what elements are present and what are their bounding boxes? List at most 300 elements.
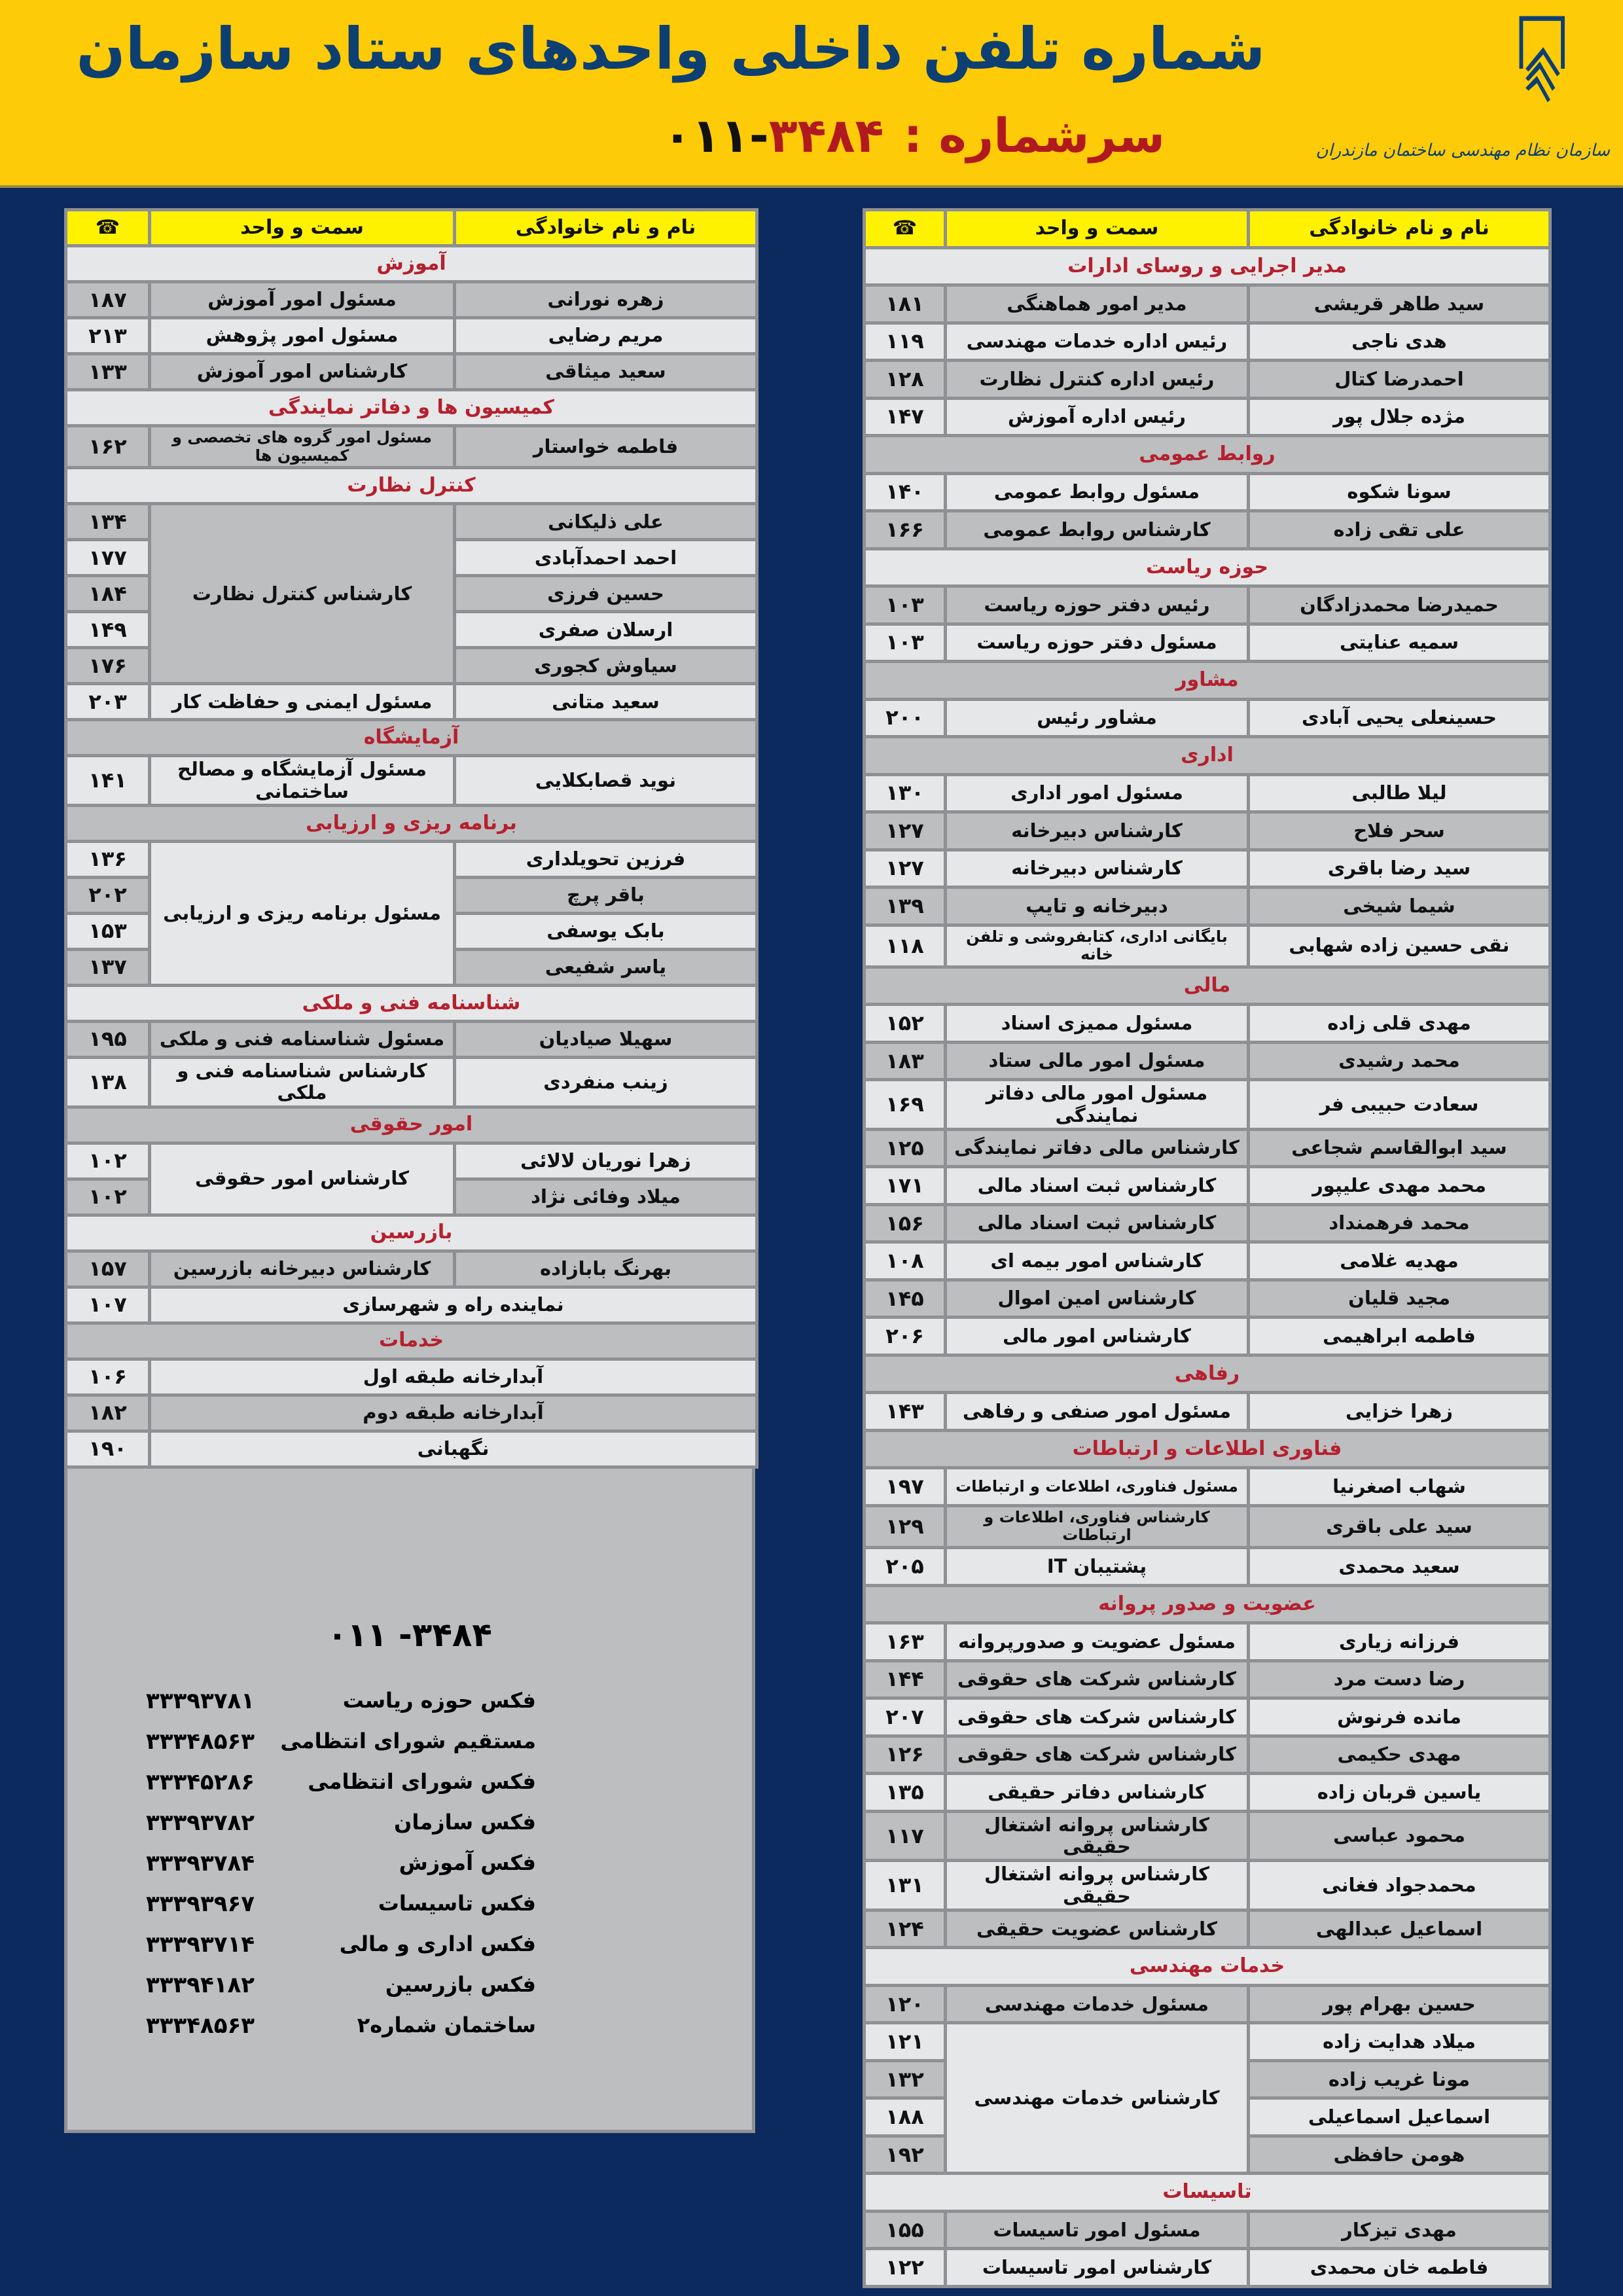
extension-number: ۱۲۴: [865, 1910, 946, 1948]
person-name: فرزانه زیاری: [1249, 1623, 1550, 1661]
section-row: [66, 390, 757, 426]
extension-number: ۱۴۷: [865, 398, 946, 436]
extension-number: ۱۳۸: [66, 1057, 150, 1107]
section-title: حوزه ریاست: [865, 548, 1550, 586]
section-title: شناسنامه فنی و ملکی: [66, 985, 757, 1021]
person-name: سعید محمدی: [1249, 1548, 1550, 1586]
person-name: سید ابوالقاسم شجاعی: [1249, 1129, 1550, 1167]
person-role: مسئول خدمات مهندسی: [946, 1985, 1249, 2023]
extension-number: ۱۲۲: [865, 2249, 946, 2287]
main-number-code: ۳۴۸۴: [768, 108, 884, 163]
table-row: [865, 850, 1550, 888]
table-row: [66, 426, 757, 468]
section-title: روابط عمومی: [865, 436, 1550, 474]
person-role: کارشناس دفاتر حقیقی: [946, 1774, 1249, 1812]
table-row: [865, 925, 1550, 967]
section-title: کمیسیون ها و دفاتر نمایندگی: [66, 390, 757, 426]
table-row: [865, 1660, 1550, 1698]
fax-row: [67, 2013, 752, 2052]
section-title: برنامه ریزی و ارزیابی: [66, 805, 757, 841]
table-row: [865, 1985, 1550, 2023]
extension-number: ۱۳۷: [66, 949, 150, 985]
fax-row: [67, 1972, 752, 2011]
person-name: زهره نورانی: [455, 282, 757, 318]
person-name: هومن حافظی: [1249, 2136, 1550, 2174]
table-row: [865, 1042, 1550, 1080]
table-row: [865, 1736, 1550, 1774]
section-title: مدیر اجرایی و روسای ادارات: [865, 247, 1550, 285]
person-role: کارشناس امین اموال: [946, 1280, 1249, 1318]
table-row: [865, 1811, 1550, 1861]
person-role: کارشناس عضویت حقیقی: [946, 1910, 1249, 1948]
fax-label: مستقیم شورای انتظامی: [280, 1728, 536, 1753]
person-role: مسئول امور صنفی و رفاهی: [946, 1393, 1249, 1431]
person-name: لیلا طالبی: [1249, 774, 1550, 812]
telephone-icon: ☎: [865, 210, 946, 248]
table-row: [865, 888, 1550, 925]
person-name: مجید قلیان: [1249, 1280, 1550, 1318]
fax-label: فکس تاسیسات: [378, 1890, 536, 1916]
section-row: [66, 1215, 757, 1251]
table-row: [865, 1774, 1550, 1812]
person-name: حسین فرزی: [455, 576, 757, 612]
person-name: علی تقی زاده: [1249, 511, 1550, 549]
person-name: باقر پرچ: [455, 877, 757, 913]
unit-label: آبدارخانه طبقه دوم: [150, 1395, 757, 1431]
main-number-label: سرشماره :: [903, 108, 1165, 163]
fax-number: ۳۳۳۴۸۵۶۳: [146, 1728, 255, 1755]
telephone-icon: ☎: [66, 210, 150, 246]
fax-number: ۳۳۳۴۵۲۸۶: [146, 1768, 255, 1795]
extension-number: ۱۷۷: [66, 540, 150, 576]
extension-number: ۱۸۷: [66, 282, 150, 318]
extension-number: ۱۲۷: [865, 812, 946, 850]
person-name: سهیلا صیادیان: [455, 1021, 757, 1057]
extension-number: ۱۸۲: [66, 1395, 150, 1431]
person-name: مژده جلال پور: [1249, 398, 1550, 436]
table-row: [865, 1080, 1550, 1130]
extension-number: ۲۰۰: [865, 699, 946, 737]
extension-number: ۱۵۳: [66, 913, 150, 949]
person-role: کارشناس امور تاسیسات: [946, 2249, 1249, 2287]
table-row: [66, 1057, 757, 1107]
table-row: [66, 504, 757, 540]
extension-number: ۱۴۴: [865, 1660, 946, 1698]
person-name: سید علی باقری: [1249, 1505, 1550, 1547]
person-role: مسئول امور مالی دفاتر نمایندگی: [946, 1080, 1249, 1130]
column-header-name: نام و نام خانوادگی: [1249, 210, 1550, 248]
table-row: [66, 841, 757, 877]
extension-number: ۱۲۶: [865, 1736, 946, 1774]
left-extension-table: [64, 208, 758, 1469]
section-row: [66, 720, 757, 756]
column-header-role: سمت و واحد: [150, 210, 455, 246]
extension-number: ۱۹۲: [865, 2136, 946, 2174]
person-name: سونا شکوه: [1249, 473, 1550, 511]
person-role: مسئول برنامه ریزی و ارزیابی: [150, 841, 455, 985]
table-row: [66, 1251, 757, 1287]
extension-number: ۱۶۲: [66, 426, 150, 468]
section-row: [66, 805, 757, 841]
extension-number: ۱۷۱: [865, 1167, 946, 1205]
extension-number: ۱۶۳: [865, 1623, 946, 1661]
extension-number: ۱۰۶: [66, 1359, 150, 1395]
person-name: سیاوش کجوری: [455, 648, 757, 684]
person-name: علی ذلیکانی: [455, 504, 757, 540]
person-name: یاسین قربان زاده: [1249, 1774, 1550, 1812]
table-row: [66, 1431, 757, 1467]
table-row: [865, 2249, 1550, 2287]
section-title: خدمات مهندسی: [865, 1948, 1550, 1986]
person-role: کارشناس ثبت اسناد مالی: [946, 1204, 1249, 1242]
person-name: حمیدرضا محمدزادگان: [1249, 586, 1550, 624]
table-row: [865, 586, 1550, 624]
table-row: [66, 1021, 757, 1057]
person-role: کارشناس شرکت های حقوقی: [946, 1660, 1249, 1698]
person-name: احمد احمدآبادی: [455, 540, 757, 576]
table-row: [865, 2023, 1550, 2061]
fax-label: فکس شورای انتظامی: [308, 1768, 536, 1794]
table-row: [865, 2211, 1550, 2249]
person-role: مسئول شناسنامه فنی و ملکی: [150, 1021, 455, 1057]
person-name: سمیه عنایتی: [1249, 624, 1550, 662]
person-role: کارشناس امور مالی: [946, 1318, 1249, 1355]
extension-number: ۱۵۷: [66, 1251, 150, 1287]
extension-number: ۲۰۷: [865, 1698, 946, 1736]
person-role: دبیرخانه و تایپ: [946, 888, 1249, 925]
person-name: احمدرضا کتال: [1249, 361, 1550, 399]
unit-label: آبدارخانه طبقه اول: [150, 1359, 757, 1395]
person-role: مسئول امور پژوهش: [150, 318, 455, 354]
table-row: [865, 1910, 1550, 1948]
table-header-row: [865, 210, 1550, 248]
extension-number: ۱۱۸: [865, 925, 946, 967]
extension-number: ۱۳۵: [865, 1774, 946, 1812]
person-role: مسئول امور آموزش: [150, 282, 455, 318]
extension-number: ۱۰۷: [66, 1287, 150, 1323]
table-row: [865, 1861, 1550, 1910]
section-row: [865, 436, 1550, 474]
section-title: فناوری اطلاعات و ارتباطات: [865, 1430, 1550, 1468]
extension-number: ۱۴۱: [66, 756, 150, 806]
fax-label: فکس بازرسین: [385, 1971, 536, 1997]
person-name: فاطمه ابراهیمی: [1249, 1318, 1550, 1355]
section-row: [865, 1430, 1550, 1468]
extension-number: ۱۰۸: [865, 1242, 946, 1280]
extension-number: ۲۰۲: [66, 877, 150, 913]
person-name: زهرا نوریان لالائی: [455, 1143, 757, 1179]
fax-row: [67, 1810, 752, 1849]
unit-label: نگهبانی: [150, 1431, 757, 1467]
extension-number: ۱۶۹: [865, 1080, 946, 1130]
person-name: مهدیه غلامی: [1249, 1242, 1550, 1280]
person-name: محمد رشیدی: [1249, 1042, 1550, 1080]
section-row: [66, 1107, 757, 1143]
person-name: شهاب اصغرنیا: [1249, 1468, 1550, 1506]
person-role: رئیس اداره خدمات مهندسی: [946, 323, 1249, 361]
person-name: میلاد هدایت زاده: [1249, 2023, 1550, 2061]
person-role: کارشناس امور بیمه ای: [946, 1242, 1249, 1280]
extension-number: ۱۴۵: [865, 1280, 946, 1318]
table-row: [865, 323, 1550, 361]
fax-number: ۳۳۳۹۳۷۸۲: [146, 1809, 255, 1836]
section-row: [865, 2174, 1550, 2212]
extension-number: ۱۵۶: [865, 1204, 946, 1242]
extension-number: ۲۰۳: [66, 684, 150, 720]
person-role: کارشناس کنترل نظارت: [150, 504, 455, 684]
person-name: محمد فرهمنداد: [1249, 1204, 1550, 1242]
person-name: سحر فلاح: [1249, 812, 1550, 850]
fax-number: ۳۳۳۹۳۷۱۴: [146, 1931, 255, 1958]
organization-logo-text: سازمان نظام مهندسی ساختمان مازندران: [1315, 141, 1610, 160]
table-row: [865, 1393, 1550, 1431]
section-title: عضویت و صدور پروانه: [865, 1585, 1550, 1623]
extension-number: ۱۳۹: [865, 888, 946, 925]
table-row: [66, 282, 757, 318]
person-name: زهرا خزایی: [1249, 1393, 1550, 1431]
fax-panel-title: ۰۱۱ -۳۴۸۴: [327, 1615, 492, 1654]
person-role: رئیس اداره آموزش: [946, 398, 1249, 436]
table-row: [865, 1129, 1550, 1167]
person-name: بابک یوسفی: [455, 913, 757, 949]
person-role: کارشناس فناوری، اطلاعات و ارتباطات: [946, 1505, 1249, 1547]
section-row: [66, 985, 757, 1021]
person-role: مسئول فناوری، اطلاعات و ارتباطات: [946, 1468, 1249, 1506]
fax-label: فکس سازمان: [394, 1809, 536, 1835]
section-title: تاسیسات: [865, 2174, 1550, 2212]
person-name: حسینعلی یحیی آبادی: [1249, 699, 1550, 737]
table-row: [66, 1143, 757, 1179]
main-number-line: [663, 108, 1165, 163]
table-row: [66, 354, 757, 390]
fax-number: ۳۳۳۹۳۹۶۷: [146, 1890, 255, 1917]
table-row: [865, 361, 1550, 399]
fax-number: ۳۳۳۹۳۷۸۱: [146, 1687, 255, 1714]
person-role: کارشناس شرکت های حقوقی: [946, 1698, 1249, 1736]
person-role: بایگانی اداری، کتابفروشی و تلفن خانه: [946, 925, 1249, 967]
fax-number: ۳۳۳۹۳۷۸۴: [146, 1850, 255, 1876]
person-name: محمدجواد فغانی: [1249, 1861, 1550, 1910]
person-name: سعید میثاقی: [455, 354, 757, 390]
person-role: مسئول امور اداری: [946, 774, 1249, 812]
person-name: مریم رضایی: [455, 318, 757, 354]
person-name: شیما شیخی: [1249, 888, 1550, 925]
extension-number: ۱۸۴: [66, 576, 150, 612]
table-row: [865, 511, 1550, 549]
person-name: زینب منفردی: [455, 1057, 757, 1107]
section-title: خدمات: [66, 1323, 757, 1359]
section-row: [865, 1948, 1550, 1986]
unit-label: نماینده راه و شهرسازی: [150, 1287, 757, 1323]
table-row: [865, 1505, 1550, 1547]
fax-label: فکس اداری و مالی: [339, 1931, 536, 1956]
person-role: کارشناس دبیرخانه: [946, 850, 1249, 888]
person-name: فاطمه خان محمدی: [1249, 2249, 1550, 2287]
person-name: محمد مهدی علیپور: [1249, 1167, 1550, 1205]
section-row: [865, 1585, 1550, 1623]
section-row: [66, 468, 757, 504]
person-role: مشاور رئیس: [946, 699, 1249, 737]
person-name: بهرنگ بابازاده: [455, 1251, 757, 1287]
section-title: کنترل نظارت: [66, 468, 757, 504]
extension-number: ۱۳۴: [66, 504, 150, 540]
extension-number: ۱۲۸: [865, 361, 946, 399]
section-title: رفاهی: [865, 1355, 1550, 1393]
extension-number: ۱۰۳: [865, 624, 946, 662]
fax-label: فکس آموزش: [399, 1850, 536, 1875]
main-number-prefix: ۰۱۱-: [662, 108, 769, 163]
table-row: [865, 1242, 1550, 1280]
extension-number: ۱۰۳: [865, 586, 946, 624]
extension-number: ۱۰۲: [66, 1143, 150, 1179]
person-name: سعید متانی: [455, 684, 757, 720]
person-name: سعادت حبیبی فر: [1249, 1080, 1550, 1130]
person-name: فاطمه خواستار: [455, 426, 757, 468]
table-row: [865, 1623, 1550, 1661]
person-role: مسئول روابط عمومی: [946, 473, 1249, 511]
section-row: [865, 1355, 1550, 1393]
person-role: کارشناس پروانه اشتغال حقیقی: [946, 1861, 1249, 1910]
person-name: مونا غریب زاده: [1249, 2060, 1550, 2098]
fax-numbers-panel: [64, 1465, 755, 2133]
fax-row: [67, 1891, 752, 1930]
column-header-role: سمت و واحد: [946, 210, 1249, 248]
section-title: مالی: [865, 967, 1550, 1005]
person-role: رئیس دفتر حوزه ریاست: [946, 586, 1249, 624]
table-row: [66, 1287, 757, 1323]
extension-number: ۱۲۷: [865, 850, 946, 888]
extension-number: ۱۹۰: [66, 1431, 150, 1467]
person-name: رضا دست مرد: [1249, 1660, 1550, 1698]
person-name: مهدی حکیمی: [1249, 1736, 1550, 1774]
extension-number: ۱۴۹: [66, 612, 150, 648]
person-name: مانده فرنوش: [1249, 1698, 1550, 1736]
person-role: کارشناس خدمات مهندسی: [946, 2023, 1249, 2174]
person-role: مسئول عضویت و صدورپروانه: [946, 1623, 1249, 1661]
table-row: [865, 1698, 1550, 1736]
extension-number: ۱۲۰: [865, 1985, 946, 2023]
table-row: [865, 1204, 1550, 1242]
extension-number: ۱۴۰: [865, 473, 946, 511]
person-role: مدیر امور هماهنگی: [946, 285, 1249, 323]
table-header-row: [66, 210, 757, 246]
extension-number: ۱۶۶: [865, 511, 946, 549]
extension-number: ۱۱۷: [865, 1811, 946, 1861]
person-role: کارشناس ثبت اسناد مالی: [946, 1167, 1249, 1205]
section-title: اداری: [865, 737, 1550, 775]
fax-row: [67, 1729, 752, 1768]
column-header-name: نام و نام خانوادگی: [455, 210, 757, 246]
person-name: هدی ناجی: [1249, 323, 1550, 361]
person-name: محمود عباسی: [1249, 1811, 1550, 1861]
extension-number: ۱۲۹: [865, 1505, 946, 1547]
extension-number: ۱۰۲: [66, 1179, 150, 1215]
section-row: [865, 247, 1550, 285]
table-row: [865, 812, 1550, 850]
table-row: [865, 285, 1550, 323]
table-row: [865, 473, 1550, 511]
person-role: کارشناس امور آموزش: [150, 354, 455, 390]
extension-number: ۱۳۲: [865, 2060, 946, 2098]
person-role: مسئول ممیزی اسناد: [946, 1005, 1249, 1043]
person-role: مسئول امور گروه های تخصصی و کمیسیون ها: [150, 426, 455, 468]
person-name: ارسلان صفری: [455, 612, 757, 648]
table-row: [865, 624, 1550, 662]
extension-number: ۲۰۵: [865, 1548, 946, 1586]
section-title: آزمایشگاه: [66, 720, 757, 756]
section-row: [865, 662, 1550, 700]
table-row: [66, 1395, 757, 1431]
person-role: مسئول آزمایشگاه و مصالح ساختمانی: [150, 756, 455, 806]
table-row: [865, 1318, 1550, 1355]
fax-row: [67, 1688, 752, 1727]
person-name: سید رضا باقری: [1249, 850, 1550, 888]
table-row: [865, 699, 1550, 737]
extension-number: ۱۳۶: [66, 841, 150, 877]
table-row: [865, 1548, 1550, 1586]
table-row: [865, 1468, 1550, 1506]
section-row: [66, 1323, 757, 1359]
table-row: [66, 1359, 757, 1395]
section-row: [865, 737, 1550, 775]
organization-logo-icon: [1414, 7, 1577, 131]
person-name: میلاد وفائی نژاد: [455, 1179, 757, 1215]
fax-row: [67, 1850, 752, 1890]
left-column: [64, 208, 755, 2133]
person-name: سید طاهر قریشی: [1249, 285, 1550, 323]
person-name: اسماعیل اسماعیلی: [1249, 2098, 1550, 2136]
table-row: [66, 318, 757, 354]
fax-row: [67, 1769, 752, 1808]
table-row: [865, 398, 1550, 436]
extension-number: ۱۳۳: [66, 354, 150, 390]
section-title: مشاور: [865, 662, 1550, 700]
table-row: [865, 1280, 1550, 1318]
extension-number: ۱۹۷: [865, 1468, 946, 1506]
fax-number: ۳۳۳۴۸۵۶۳: [146, 2012, 255, 2039]
person-name: مهدی تیزکار: [1249, 2211, 1550, 2249]
extension-number: ۱۴۳: [865, 1393, 946, 1431]
extension-number: ۱۲۱: [865, 2023, 946, 2061]
person-role: کارشناس دبیرخانه بازرسین: [150, 1251, 455, 1287]
person-role: کارشناس امور حقوقی: [150, 1143, 455, 1215]
extension-number: ۲۰۶: [865, 1318, 946, 1355]
section-title: آموزش: [66, 246, 757, 282]
table-row: [865, 1167, 1550, 1205]
extension-number: ۱۳۰: [865, 774, 946, 812]
fax-label: فکس حوزه ریاست: [342, 1687, 536, 1713]
person-name: نوید قصابکلایی: [455, 756, 757, 806]
fax-label: ساختمان شماره۲: [357, 2012, 536, 2037]
section-title: بازرسین: [66, 1215, 757, 1251]
extension-number: ۱۲۵: [865, 1129, 946, 1167]
person-name: نقی حسین زاده شهابی: [1249, 925, 1550, 967]
extension-number: ۱۵۲: [865, 1005, 946, 1043]
table-row: [865, 1005, 1550, 1043]
extension-number: ۱۳۱: [865, 1861, 946, 1910]
person-role: رئیس اداره کنترل نظارت: [946, 361, 1249, 399]
extension-number: ۱۵۵: [865, 2211, 946, 2249]
person-role: کارشناس دبیرخانه: [946, 812, 1249, 850]
person-name: مهدی قلی زاده: [1249, 1005, 1550, 1043]
person-role: مسئول امور تاسیسات: [946, 2211, 1249, 2249]
person-name: اسماعیل عبدالهی: [1249, 1910, 1550, 1948]
person-name: حسین بهرام پور: [1249, 1985, 1550, 2023]
section-row: [865, 548, 1550, 586]
person-name: فرزین تحویلداری: [455, 841, 757, 877]
extension-number: ۲۱۳: [66, 318, 150, 354]
section-row: [865, 967, 1550, 1005]
